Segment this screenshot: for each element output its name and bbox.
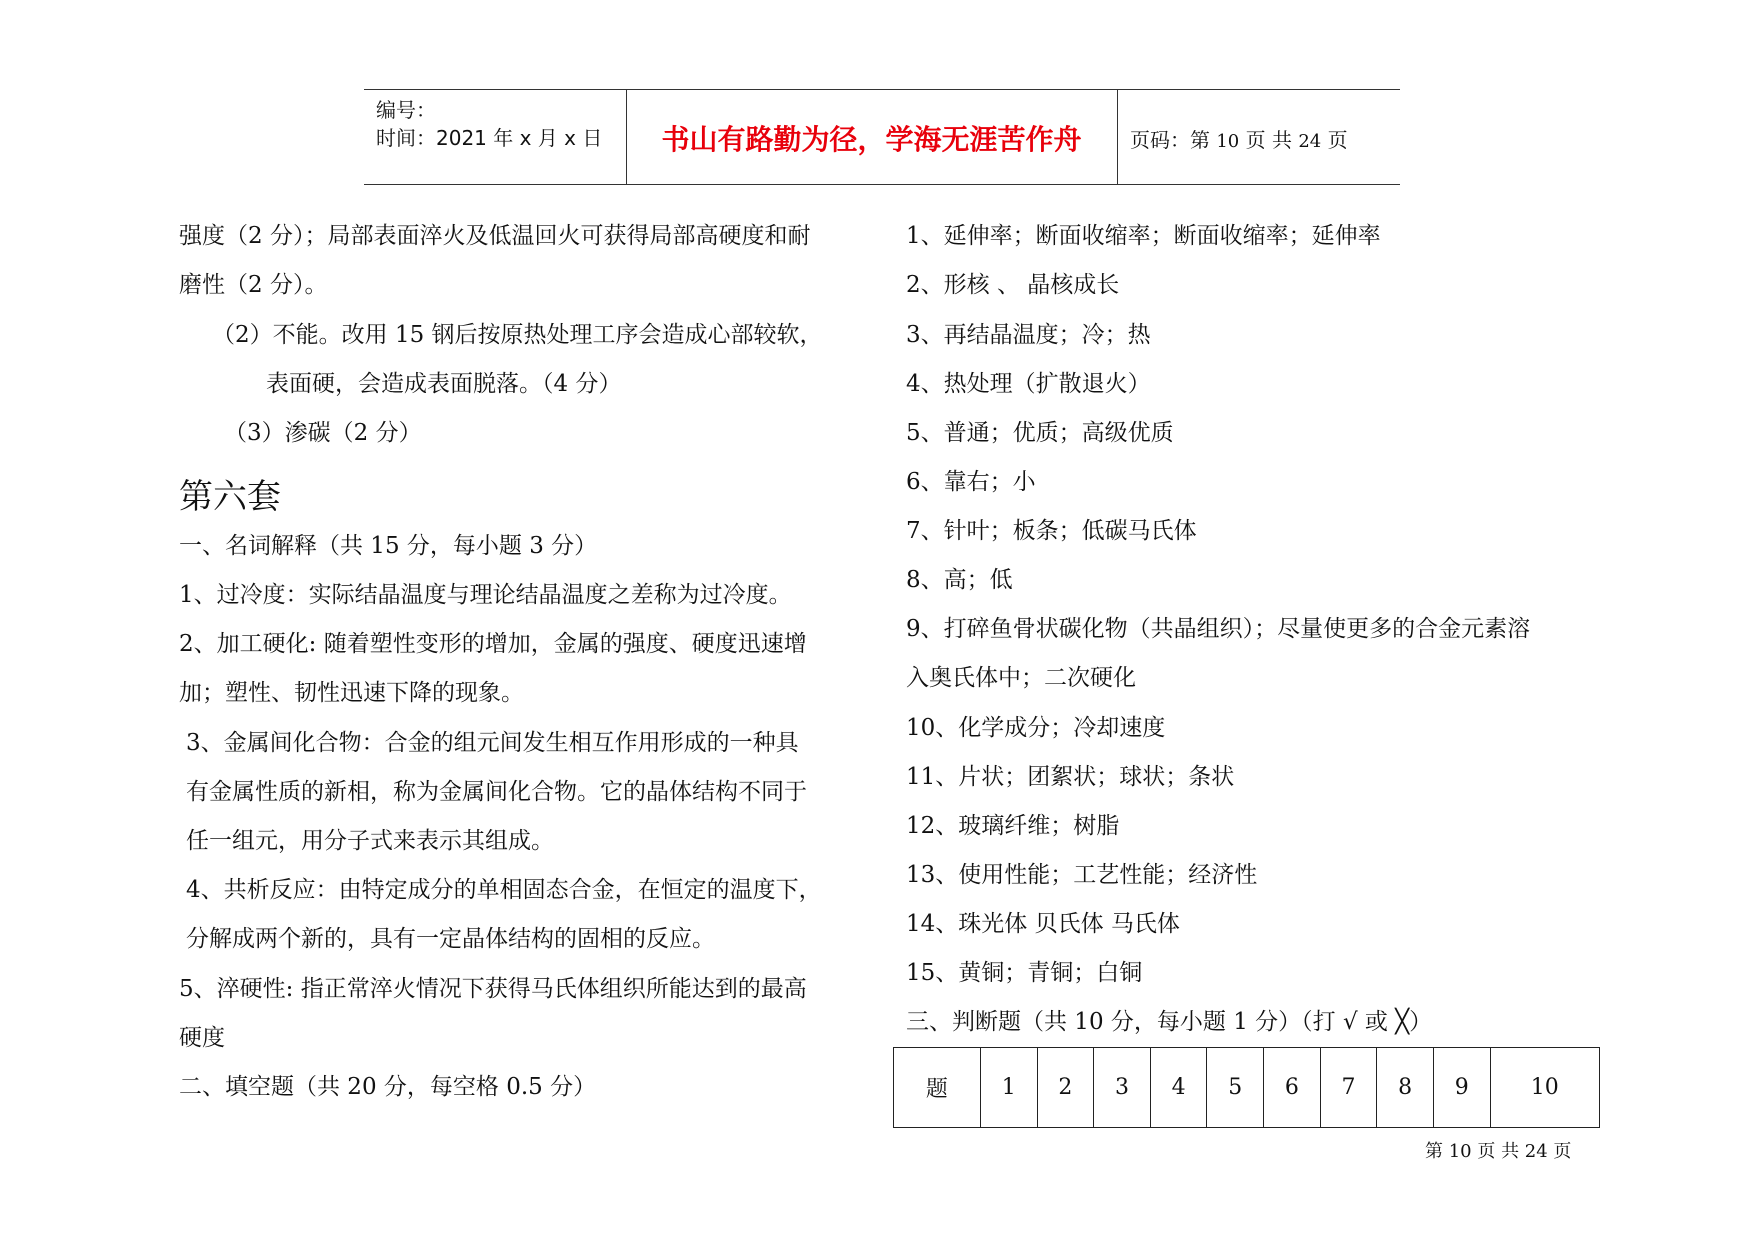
text-line: 分解成两个新的，具有一定晶体结构的固相的反应。 [186, 926, 715, 952]
text-line: 9、打碎鱼骨状碳化物（共晶组织）；尽量使更多的合金元素溶 [906, 616, 1531, 642]
header-meta-cell [364, 90, 627, 184]
text-line: 5、淬硬性: 指正常淬火情况下获得马氏体组织所能达到的最高 [179, 976, 807, 1002]
text-line: 4、热处理（扩散退火） [906, 371, 1151, 397]
table-row [894, 1048, 1600, 1128]
text-line: 3、金属间化合物：合金的组元间发生相互作用形成的一种具 [186, 730, 799, 756]
text-line: 1、过冷度：实际结晶温度与理论结晶温度之差称为过冷度。 [179, 582, 792, 608]
text-line: 二、填空题（共 20 分，每空格 0.5 分） [179, 1074, 597, 1100]
text-line: 三、判断题（共 10 分，每小题 1 分）（打 √ 或 ╳） [906, 1009, 1433, 1035]
page-prefix: 页码：第 [1130, 128, 1210, 152]
text-line: 6、靠右；小 [906, 469, 1036, 495]
text-line: 1、延伸率；断面收缩率；断面收缩率；延伸率 [906, 223, 1381, 249]
text-line: 14、珠光体 贝氏体 马氏体 [906, 911, 1180, 937]
text-line: 8、高；低 [906, 567, 1013, 593]
table-cell: 6 [1264, 1048, 1321, 1128]
text-line: 3、再结晶温度；冷；热 [906, 322, 1151, 348]
text-line: 强度（2 分）；局部表面淬火及低温回火可获得局部高硬度和耐 [179, 223, 811, 249]
text-line: 有金属性质的新相，称为金属间化合物。它的晶体结构不同于 [186, 779, 807, 805]
time-label: 时间：2021 年 x 月 x 日 [376, 126, 603, 150]
text-line: （2）不能。改用 15 钢后按原热处理工序会造成心部较软， [212, 322, 823, 348]
table-cell: 4 [1150, 1048, 1207, 1128]
text-line: 表面硬，会造成表面脱落。（4 分） [266, 371, 622, 397]
page-current: 10 [1216, 131, 1240, 152]
table-cell: 9 [1433, 1048, 1490, 1128]
text-line: 11、片状；团絮状；球状；条状 [906, 764, 1235, 790]
table-cell: 7 [1320, 1048, 1377, 1128]
table-cell: 1 [980, 1048, 1037, 1128]
header-page-cell [1118, 90, 1400, 184]
judgment-table [893, 1047, 1600, 1128]
table-cell: 10 [1490, 1048, 1600, 1128]
text-line: 2、加工硬化: 随着塑性变形的增加，金属的强度、硬度迅速增 [179, 631, 807, 657]
text-line: （3）渗碳（2 分） [224, 420, 422, 446]
page-suffix: 页 [1327, 128, 1348, 152]
text-line: 5、普通；优质；高级优质 [906, 420, 1174, 446]
table-cell: 2 [1037, 1048, 1094, 1128]
text-line: 7、针叶；板条；低碳马氏体 [906, 518, 1197, 544]
text-line: 磨性（2 分）。 [179, 272, 328, 298]
page-mid: 页 共 [1245, 128, 1292, 152]
text-line: 入奥氏体中；二次硬化 [906, 665, 1136, 691]
section-title: 第六套 [179, 477, 281, 517]
table-cell: 题 [894, 1048, 981, 1128]
page-footer: 第 10 页 共 24 页 [1425, 1141, 1572, 1162]
text-line: 硬度 [179, 1025, 225, 1051]
text-line: 2、形核 、 晶核成长 [906, 272, 1120, 298]
text-line: 10、化学成分；冷却速度 [906, 715, 1166, 741]
header-motto-cell [626, 90, 1118, 184]
page-total: 24 [1298, 131, 1322, 152]
table-cell: 3 [1094, 1048, 1151, 1128]
text-line: 12、玻璃纤维；树脂 [906, 813, 1120, 839]
text-line: 任一组元，用分子式来表示其组成。 [186, 828, 554, 854]
page-indicator [1130, 124, 1348, 153]
text-line: 加；塑性、韧性迅速下降的现象。 [179, 680, 524, 706]
text-line: 一、名词解释（共 15 分，每小题 3 分） [179, 533, 598, 559]
page-header [364, 89, 1400, 185]
text-line: 4、共析反应：由特定成分的单相固态合金，在恒定的温度下， [186, 877, 822, 903]
table-cell: 5 [1207, 1048, 1264, 1128]
number-label: 编号： [376, 98, 436, 122]
motto: 书山有路勤为径，学海无涯苦作舟 [661, 123, 1082, 156]
text-line: 13、使用性能；工艺性能；经济性 [906, 862, 1258, 888]
text-line: 15、黄铜；青铜；白铜 [906, 960, 1143, 986]
table-cell: 8 [1377, 1048, 1434, 1128]
